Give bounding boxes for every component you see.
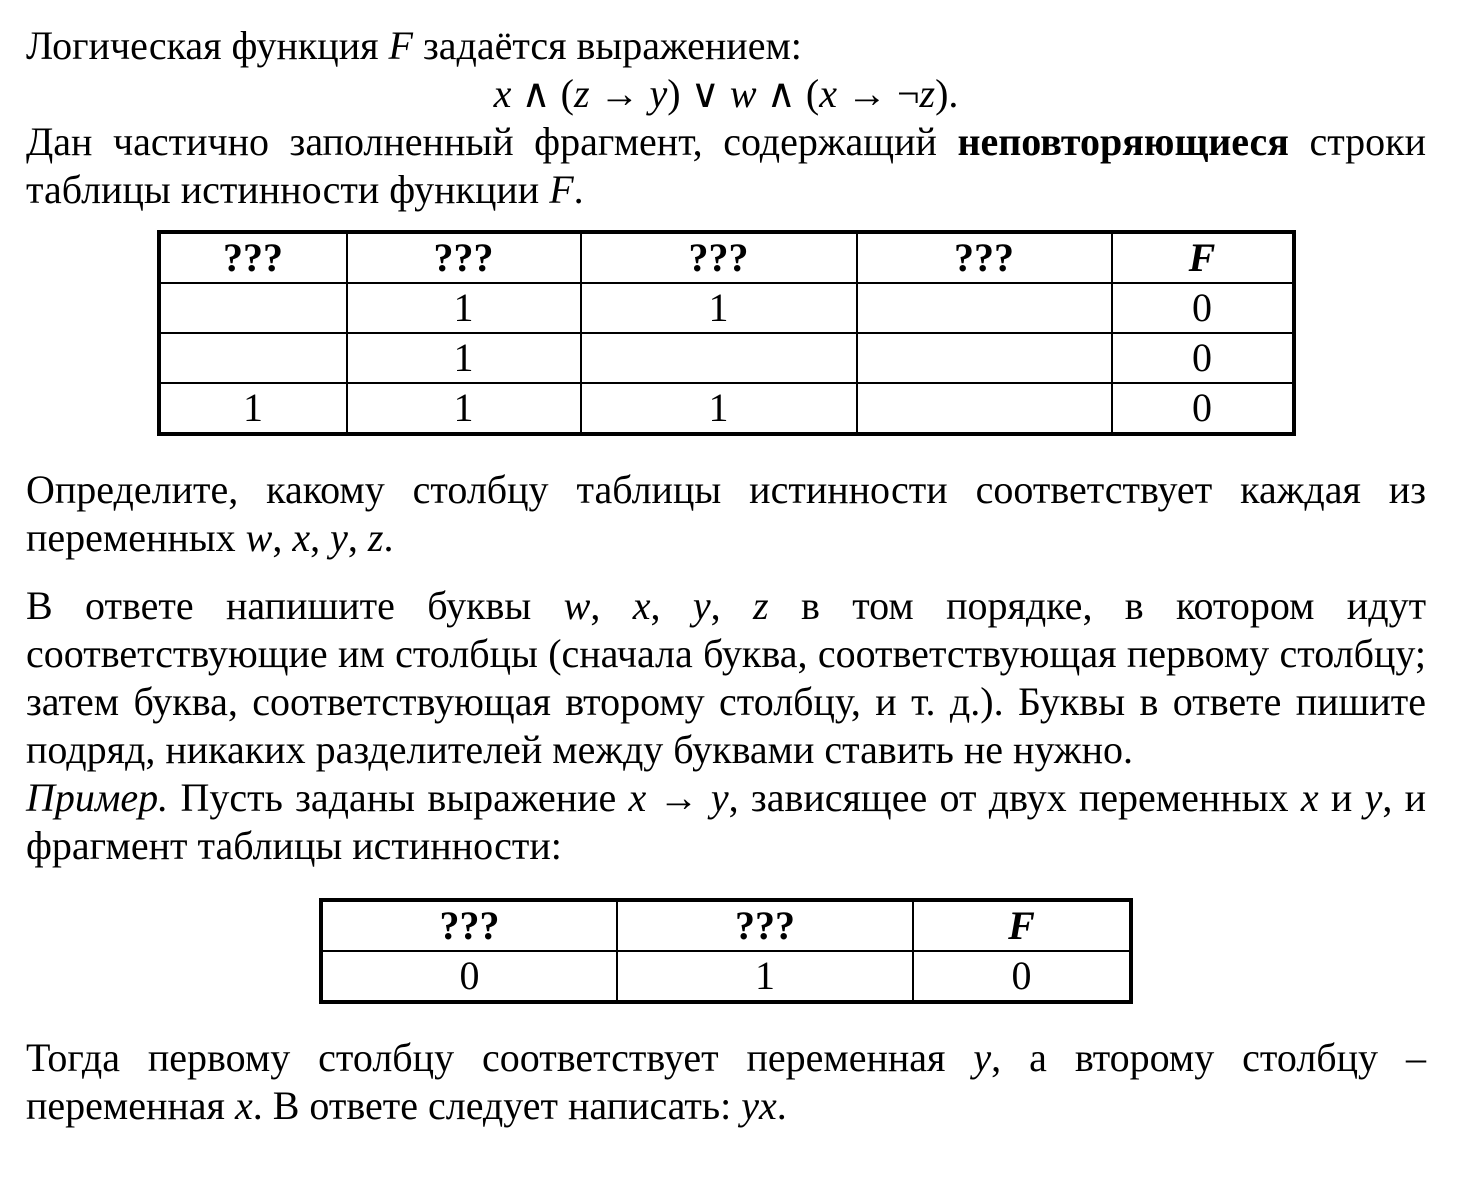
example-label: Пример.	[26, 775, 169, 820]
instr-var-x: x	[632, 583, 651, 628]
table-description: Дан частично заполненный фрагмент, содержащий неповторяющиеся строки таблицы истинности функции F.	[26, 119, 1427, 212]
truth-table	[157, 230, 1296, 436]
truth-table-cell	[159, 333, 347, 383]
conclusion-text-c: . В ответе следует написать:	[252, 1083, 732, 1128]
example-paragraph: Пример. Пусть заданы выражение x → y, зависящее от двух переменных x и y, и фрагмент таблицы истинности:	[26, 775, 1427, 868]
truth-table-row	[159, 333, 1294, 383]
truth-table-header: ???	[857, 232, 1112, 283]
example-table-cell: 0	[321, 951, 617, 1002]
truth-table-header: ???	[581, 232, 857, 283]
instr-var-y: y	[692, 583, 711, 628]
truth-table-cell	[857, 333, 1112, 383]
example-table-header: ???	[321, 900, 617, 951]
example-table-header-row	[321, 900, 1131, 951]
conclusion-var-2: x	[234, 1083, 253, 1128]
intro-line	[26, 22, 1426, 70]
var-y: y	[330, 515, 348, 560]
conclusion-answer: yx	[741, 1083, 777, 1128]
function-name: F	[388, 23, 413, 68]
truth-table-header: ???	[347, 232, 581, 283]
truth-table-cell: 1	[347, 333, 581, 383]
example-text-b: , зависящее от двух переменных	[728, 775, 1289, 820]
intro-text-a: Логическая функция	[26, 23, 379, 68]
truth-table-header-row	[159, 232, 1294, 283]
example-expression: x → y	[628, 775, 729, 820]
truth-table-row	[159, 283, 1294, 333]
example-table-header-f: F	[913, 900, 1131, 951]
truth-table-header-f: F	[1112, 232, 1294, 283]
example-text-c: , и фрагмент таблицы истинности:	[26, 775, 1427, 868]
example-text-a: Пусть заданы выражение	[180, 775, 617, 820]
var-x: x	[292, 515, 311, 560]
truth-table-cell: 1	[159, 383, 347, 434]
truth-table-cell: 1	[347, 383, 581, 434]
question-text: Определите, какому столбцу таблицы истинности соответствует каждая из переменных	[26, 467, 1426, 560]
conclusion-var-1: y	[973, 1035, 992, 1080]
desc-text-a: Дан частично заполненный фрагмент, содержащий	[26, 119, 937, 164]
desc-bold-word: неповторяющиеся	[957, 119, 1289, 164]
truth-table-cell	[857, 283, 1112, 333]
task-document	[26, 22, 1426, 1130]
truth-table-cell	[581, 333, 857, 383]
example-var-2: y	[1364, 775, 1383, 820]
example-truth-table	[319, 898, 1133, 1004]
instructions-text-b: в том порядке, в котором идут соответствующие им столбцы (сначала буква, соответствующая первому столбцу; затем буква, соответствующая второму столбцу, и т. д.). Буквы в ответе пишите подряд, никаких разделителей между буквами ставить не нужно.	[26, 583, 1427, 772]
instructions-paragraph: В ответе напишите буквы w, x, y, z в том порядке, в котором идут соответствующие им столбцы (сначала буква, соответствующая первому столбцу; затем буква, соответствующая второму столбцу, и т. д.). Буквы в ответе пишите подряд, никаких разделителей между буквами ставить не нужно.	[26, 583, 1427, 772]
example-var-1: x	[1300, 775, 1319, 820]
example-table-cell: 0	[913, 951, 1131, 1002]
truth-table-cell	[159, 283, 347, 333]
instructions-text-a: В ответе напишите буквы	[26, 583, 532, 628]
truth-table-cell: 1	[581, 283, 857, 333]
example-table-cell: 1	[617, 951, 913, 1002]
truth-table-cell: 0	[1112, 383, 1294, 434]
var-z: z	[367, 515, 384, 560]
truth-table-cell: 0	[1112, 283, 1294, 333]
conclusion-paragraph: Тогда первому столбцу соответствует переменная y, а второму столбцу – переменная x. В ответе следует написать: yx.	[26, 1035, 1427, 1128]
conclusion-text-a: Тогда первому столбцу соответствует переменная	[26, 1035, 946, 1080]
logic-formula: x ∧ (z → y) ∨ w ∧ (x → ¬z).	[493, 71, 959, 116]
conclusion-text-b: , а второму столбцу – переменная	[26, 1035, 1427, 1128]
example-table-header: ???	[617, 900, 913, 951]
truth-table-cell	[857, 383, 1112, 434]
instr-var-z: z	[753, 583, 769, 628]
truth-table-row	[159, 383, 1294, 434]
desc-function-name: F	[549, 167, 574, 212]
truth-table-cell: 1	[581, 383, 857, 434]
var-w: w	[245, 515, 273, 560]
desc-text-b: строки таблицы истинности функции	[26, 119, 1427, 212]
truth-table-header: ???	[159, 232, 347, 283]
instr-var-w: w	[563, 583, 591, 628]
example-table-row	[321, 951, 1131, 1002]
truth-table-cell: 0	[1112, 333, 1294, 383]
truth-table-cell: 1	[347, 283, 581, 333]
intro-text-b: задаётся выражением:	[422, 23, 802, 68]
question-paragraph: Определите, какому столбцу таблицы истинности соответствует каждая из переменных w, x, y, z.	[26, 467, 1426, 560]
